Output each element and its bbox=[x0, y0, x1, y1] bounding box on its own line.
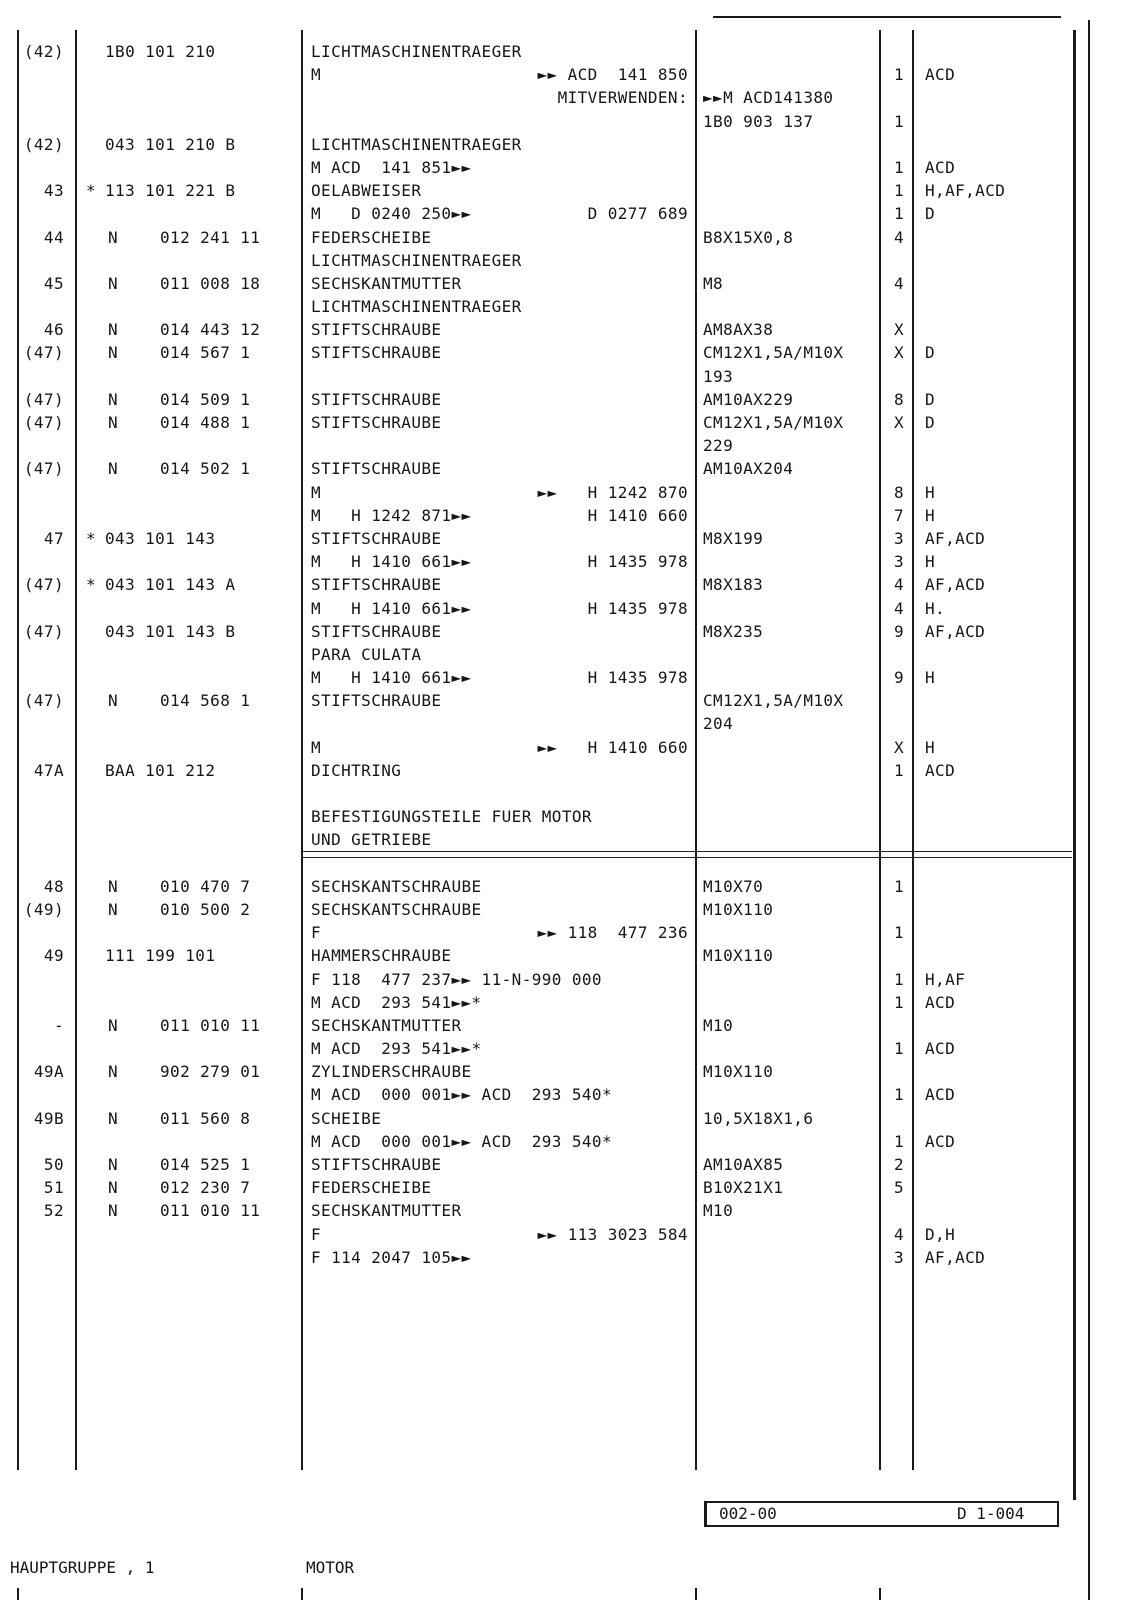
description-cell: M ACD 293 541►►* bbox=[311, 1039, 482, 1059]
quantity-cell: 1 bbox=[893, 65, 904, 85]
position-cell: (47) bbox=[23, 691, 64, 711]
quantity-cell: X bbox=[893, 343, 904, 363]
model-cell: ACD bbox=[925, 760, 956, 780]
table-row bbox=[0, 736, 1141, 759]
spec-cell: AM10AX85 bbox=[703, 1155, 784, 1174]
description-cell: STIFTSCHRAUBE bbox=[311, 528, 442, 548]
part-number-cell: 902 279 01 bbox=[160, 1062, 261, 1082]
part-number-cell: 014 443 12 bbox=[160, 320, 261, 340]
quantity-cell: 8 bbox=[893, 482, 904, 502]
table-row bbox=[0, 1130, 1141, 1153]
model-cell: AF,ACD bbox=[925, 621, 986, 641]
table-row bbox=[0, 341, 1141, 364]
position-cell: (47) bbox=[23, 459, 64, 479]
quantity-cell: 7 bbox=[893, 505, 904, 525]
model-cell: D bbox=[925, 343, 936, 363]
spec-cell: M10X110 bbox=[703, 946, 774, 966]
table-row bbox=[0, 689, 1141, 712]
bottom-tick-1 bbox=[17, 1588, 19, 1600]
spec-cell: 204 bbox=[703, 714, 734, 734]
part-number-cell: 011 010 11 bbox=[160, 1201, 261, 1221]
norm-marker: N bbox=[108, 459, 119, 479]
description-cell: FEDERSCHEIBE bbox=[311, 227, 432, 247]
table-row bbox=[0, 1060, 1141, 1083]
quantity-cell: 1 bbox=[893, 1039, 904, 1059]
norm-marker: N bbox=[108, 1155, 119, 1174]
norm-marker: N bbox=[108, 227, 119, 247]
validity-cell: D 0277 689 bbox=[587, 204, 688, 224]
model-cell: H bbox=[925, 482, 936, 502]
table-row bbox=[0, 852, 1141, 875]
spec-cell: B10X21X1 bbox=[703, 1178, 784, 1198]
position-cell: (49) bbox=[23, 899, 64, 919]
description-cell: SECHSKANTSCHRAUBE bbox=[311, 899, 482, 919]
part-number-cell: 011 008 18 bbox=[160, 273, 261, 293]
table-row bbox=[0, 991, 1141, 1014]
description-cell: LICHTMASCHINENTRAEGER bbox=[311, 297, 522, 317]
description-cell: SECHSKANTMUTTER bbox=[311, 273, 462, 293]
validity-cell: ►► 113 3023 584 bbox=[537, 1224, 688, 1244]
quantity-cell: 1 bbox=[893, 1085, 904, 1105]
table-row bbox=[0, 249, 1141, 272]
validity-cell: MITVERWENDEN: bbox=[557, 88, 688, 108]
norm-marker: N bbox=[108, 1062, 119, 1082]
description-cell: STIFTSCHRAUBE bbox=[311, 343, 442, 363]
description-cell: M H 1410 661►► bbox=[311, 552, 472, 572]
spec-cell: M10 bbox=[703, 1201, 734, 1221]
table-row bbox=[0, 504, 1141, 527]
description-cell: STIFTSCHRAUBE bbox=[311, 320, 442, 340]
table-row bbox=[0, 573, 1141, 596]
description-cell: FEDERSCHEIBE bbox=[311, 1178, 432, 1198]
description-cell: M ACD 000 001►► ACD 293 540* bbox=[311, 1085, 612, 1105]
part-number-cell: 011 010 11 bbox=[160, 1015, 261, 1035]
description-cell: M bbox=[311, 737, 322, 757]
table-row bbox=[0, 1107, 1141, 1130]
position-cell: (47) bbox=[23, 343, 64, 363]
position-cell: 49 bbox=[43, 946, 64, 966]
model-cell: ACD bbox=[925, 1039, 956, 1059]
table-row bbox=[0, 133, 1141, 156]
model-cell: H bbox=[925, 668, 936, 688]
position-cell: (47) bbox=[23, 575, 64, 595]
description-cell: LICHTMASCHINENTRAEGER bbox=[311, 134, 522, 154]
description-cell: ZYLINDERSCHRAUBE bbox=[311, 1062, 472, 1082]
table-row bbox=[0, 1037, 1141, 1060]
description-cell: SECHSKANTSCHRAUBE bbox=[311, 876, 482, 896]
part-number-cell: 012 230 7 bbox=[160, 1178, 251, 1198]
model-cell: ACD bbox=[925, 65, 956, 85]
quantity-cell: 3 bbox=[893, 528, 904, 548]
description-cell: M H 1410 661►► bbox=[311, 598, 472, 618]
spec-cell: M10X110 bbox=[703, 1062, 774, 1082]
table-row bbox=[0, 712, 1141, 735]
table-row bbox=[0, 318, 1141, 341]
spec-cell: M8 bbox=[703, 273, 724, 293]
table-row bbox=[0, 411, 1141, 434]
quantity-cell: 1 bbox=[893, 760, 904, 780]
table-row bbox=[0, 179, 1141, 202]
validity-cell: ►► H 1410 660 bbox=[537, 737, 688, 757]
description-cell: STIFTSCHRAUBE bbox=[311, 621, 442, 641]
modified-marker: * bbox=[86, 528, 97, 548]
part-number-cell: BAA 101 212 bbox=[105, 760, 216, 780]
part-number-cell: 014 488 1 bbox=[160, 413, 251, 432]
table-row bbox=[0, 1246, 1141, 1269]
spec-cell: 229 bbox=[703, 436, 734, 456]
top-rule bbox=[713, 16, 1061, 18]
description-cell: DICHTRING bbox=[311, 760, 402, 780]
part-number-cell: 014 502 1 bbox=[160, 459, 251, 479]
part-number-cell: 043 101 210 B bbox=[105, 134, 236, 154]
table-row bbox=[0, 527, 1141, 550]
quantity-cell: 1 bbox=[893, 992, 904, 1012]
description-cell: M H 1242 871►► bbox=[311, 505, 472, 525]
norm-marker: N bbox=[108, 1201, 119, 1221]
part-number-cell: 1B0 101 210 bbox=[105, 42, 216, 61]
model-cell: ACD bbox=[925, 992, 956, 1012]
modified-marker: * bbox=[86, 181, 97, 201]
table-row bbox=[0, 1153, 1141, 1176]
description-cell: SCHEIBE bbox=[311, 1108, 382, 1128]
part-number-cell: 014 509 1 bbox=[160, 389, 251, 409]
quantity-cell: X bbox=[893, 320, 904, 340]
table-row bbox=[0, 1176, 1141, 1199]
model-cell: ACD bbox=[925, 1131, 956, 1151]
table-row bbox=[0, 620, 1141, 643]
parts-table bbox=[0, 40, 1141, 1269]
table-row bbox=[0, 782, 1141, 805]
validity-cell: H 1435 978 bbox=[587, 598, 688, 618]
model-cell: AF,ACD bbox=[925, 528, 986, 548]
description-cell: STIFTSCHRAUBE bbox=[311, 459, 442, 479]
norm-marker: N bbox=[108, 320, 119, 340]
description-cell: M ACD 000 001►► ACD 293 540* bbox=[311, 1131, 612, 1151]
table-row bbox=[0, 63, 1141, 86]
part-number-cell: 010 470 7 bbox=[160, 876, 251, 896]
table-row bbox=[0, 156, 1141, 179]
part-number-cell: 014 567 1 bbox=[160, 343, 251, 363]
spec-cell: 193 bbox=[703, 366, 734, 386]
model-cell: H. bbox=[925, 598, 946, 618]
table-row bbox=[0, 759, 1141, 782]
validity-cell: ►► ACD 141 850 bbox=[537, 65, 688, 85]
norm-marker: N bbox=[108, 273, 119, 293]
quantity-cell: 4 bbox=[893, 273, 904, 293]
description-cell: M bbox=[311, 65, 322, 85]
quantity-cell: 2 bbox=[893, 1155, 904, 1174]
table-row bbox=[0, 968, 1141, 991]
validity-cell: ►► 118 477 236 bbox=[537, 923, 688, 943]
quantity-cell: 3 bbox=[893, 552, 904, 572]
table-row bbox=[0, 388, 1141, 411]
model-cell: D bbox=[925, 204, 936, 224]
position-cell: 50 bbox=[43, 1155, 64, 1174]
description-cell: M H 1410 661►► bbox=[311, 668, 472, 688]
quantity-cell: 9 bbox=[893, 621, 904, 641]
description-cell: BEFESTIGUNGSTEILE FUER MOTOR bbox=[311, 807, 592, 827]
bottom-tick-4 bbox=[879, 1588, 881, 1600]
position-cell: 49B bbox=[33, 1108, 64, 1128]
table-row bbox=[0, 666, 1141, 689]
description-cell: UND GETRIEBE bbox=[311, 830, 432, 850]
position-cell: 49A bbox=[33, 1062, 64, 1082]
model-cell: ACD bbox=[925, 1085, 956, 1105]
group-label: HAUPTGRUPPE , 1 bbox=[10, 1558, 155, 1577]
spec-cell: M10X110 bbox=[703, 899, 774, 919]
quantity-cell: 1 bbox=[893, 111, 904, 131]
part-number-cell: 111 199 101 bbox=[105, 946, 216, 966]
spec-cell: AM10AX204 bbox=[703, 459, 794, 479]
description-cell: M bbox=[311, 482, 322, 502]
quantity-cell: 1 bbox=[893, 876, 904, 896]
description-cell: M ACD 141 851►► bbox=[311, 157, 472, 177]
model-cell: D,H bbox=[925, 1224, 956, 1244]
quantity-cell: X bbox=[893, 737, 904, 757]
model-cell: H bbox=[925, 737, 936, 757]
position-cell: 47A bbox=[33, 760, 64, 780]
norm-marker: N bbox=[108, 1108, 119, 1128]
quantity-cell: 4 bbox=[893, 598, 904, 618]
norm-marker: N bbox=[108, 413, 119, 432]
part-number-cell: 113 101 221 B bbox=[105, 181, 236, 201]
model-cell: H bbox=[925, 552, 936, 572]
description-cell: F bbox=[311, 923, 322, 943]
spec-cell: M8X183 bbox=[703, 575, 764, 595]
description-cell: F bbox=[311, 1224, 322, 1244]
position-cell: 51 bbox=[43, 1178, 64, 1198]
table-row bbox=[0, 457, 1141, 480]
position-cell: 43 bbox=[43, 181, 64, 201]
part-number-cell: 010 500 2 bbox=[160, 899, 251, 919]
description-cell: SECHSKANTMUTTER bbox=[311, 1015, 462, 1035]
part-number-cell: 043 101 143 A bbox=[105, 575, 236, 595]
quantity-cell: 1 bbox=[893, 181, 904, 201]
spec-cell: M10X70 bbox=[703, 876, 764, 896]
spec-cell: M8X235 bbox=[703, 621, 764, 641]
spec-cell: AM10AX229 bbox=[703, 389, 794, 409]
spec-cell: CM12X1,5A/M10X bbox=[703, 691, 844, 711]
description-cell: OELABWEISER bbox=[311, 181, 422, 201]
table-row bbox=[0, 272, 1141, 295]
description-cell: F 114 2047 105►► bbox=[311, 1247, 472, 1267]
table-row bbox=[0, 40, 1141, 63]
table-row bbox=[0, 1223, 1141, 1246]
description-cell: M ACD 293 541►►* bbox=[311, 992, 482, 1012]
table-row bbox=[0, 1014, 1141, 1037]
part-number-cell: 012 241 11 bbox=[160, 227, 261, 247]
table-row bbox=[0, 828, 1141, 851]
table-row bbox=[0, 110, 1141, 133]
position-cell: (42) bbox=[23, 134, 64, 154]
validity-cell: ►► H 1242 870 bbox=[537, 482, 688, 502]
quantity-cell: 4 bbox=[893, 227, 904, 247]
norm-marker: N bbox=[108, 343, 119, 363]
quantity-cell: 5 bbox=[893, 1178, 904, 1198]
description-cell: PARA CULATA bbox=[311, 644, 422, 664]
model-cell: AF,ACD bbox=[925, 1247, 986, 1267]
position-cell: (47) bbox=[23, 389, 64, 409]
norm-marker: N bbox=[108, 691, 119, 711]
table-row bbox=[0, 898, 1141, 921]
description-cell: STIFTSCHRAUBE bbox=[311, 413, 442, 432]
table-row bbox=[0, 1083, 1141, 1106]
description-cell: HAMMERSCHRAUBE bbox=[311, 946, 452, 966]
page-code-box bbox=[704, 1501, 1059, 1527]
table-row bbox=[0, 550, 1141, 573]
validity-cell: H 1435 978 bbox=[587, 668, 688, 688]
model-cell: H bbox=[925, 505, 936, 525]
table-row bbox=[0, 875, 1141, 898]
modified-marker: * bbox=[86, 575, 97, 595]
description-cell: STIFTSCHRAUBE bbox=[311, 691, 442, 711]
position-cell: 45 bbox=[43, 273, 64, 293]
table-row bbox=[0, 295, 1141, 318]
page-number: D 1-004 bbox=[957, 1504, 1025, 1523]
quantity-cell: 4 bbox=[893, 1224, 904, 1244]
position-cell: (47) bbox=[23, 413, 64, 432]
section-code: 002-00 bbox=[719, 1504, 777, 1523]
description-cell: STIFTSCHRAUBE bbox=[311, 1155, 442, 1174]
norm-marker: N bbox=[108, 1178, 119, 1198]
table-row bbox=[0, 434, 1141, 457]
part-number-cell: 043 101 143 B bbox=[105, 621, 236, 641]
description-cell: M D 0240 250►► bbox=[311, 204, 472, 224]
bottom-tick-2 bbox=[301, 1588, 303, 1600]
validity-cell: H 1410 660 bbox=[587, 505, 688, 525]
position-cell: 46 bbox=[43, 320, 64, 340]
norm-marker: N bbox=[108, 1015, 119, 1035]
norm-marker: N bbox=[108, 899, 119, 919]
spec-cell: M8X199 bbox=[703, 528, 764, 548]
position-cell: 52 bbox=[43, 1201, 64, 1221]
spec-cell: M10 bbox=[703, 1015, 734, 1035]
table-row bbox=[0, 921, 1141, 944]
description-cell: SECHSKANTMUTTER bbox=[311, 1201, 462, 1221]
model-cell: D bbox=[925, 413, 936, 432]
spec-cell: 10,5X18X1,6 bbox=[703, 1108, 814, 1128]
part-number-cell: 011 560 8 bbox=[160, 1108, 251, 1128]
quantity-cell: 8 bbox=[893, 389, 904, 409]
description-cell: STIFTSCHRAUBE bbox=[311, 575, 442, 595]
quantity-cell: 1 bbox=[893, 1131, 904, 1151]
table-row bbox=[0, 805, 1141, 828]
quantity-cell: 3 bbox=[893, 1247, 904, 1267]
table-row bbox=[0, 597, 1141, 620]
model-cell: H,AF,ACD bbox=[925, 181, 1006, 201]
part-number-cell: 014 568 1 bbox=[160, 691, 251, 711]
norm-marker: N bbox=[108, 876, 119, 896]
quantity-cell: 1 bbox=[893, 204, 904, 224]
position-cell: 44 bbox=[43, 227, 64, 247]
model-cell: D bbox=[925, 389, 936, 409]
model-cell: AF,ACD bbox=[925, 575, 986, 595]
position-cell: 47 bbox=[43, 528, 64, 548]
quantity-cell: 1 bbox=[893, 969, 904, 989]
model-cell: ACD bbox=[925, 157, 956, 177]
position-cell: (47) bbox=[23, 621, 64, 641]
table-row bbox=[0, 481, 1141, 504]
validity-cell: H 1435 978 bbox=[587, 552, 688, 572]
description-cell: LICHTMASCHINENTRAEGER bbox=[311, 42, 522, 61]
spec-cell: AM8AX38 bbox=[703, 320, 774, 340]
position-cell: - bbox=[53, 1015, 64, 1035]
part-number-cell: 043 101 143 bbox=[105, 528, 216, 548]
table-row bbox=[0, 86, 1141, 109]
spec-cell: B8X15X0,8 bbox=[703, 227, 794, 247]
spec-cell: CM12X1,5A/M10X bbox=[703, 343, 844, 363]
quantity-cell: X bbox=[893, 413, 904, 432]
norm-marker: N bbox=[108, 389, 119, 409]
quantity-cell: 4 bbox=[893, 575, 904, 595]
spec-cell: CM12X1,5A/M10X bbox=[703, 413, 844, 432]
table-row bbox=[0, 1199, 1141, 1222]
quantity-cell: 9 bbox=[893, 668, 904, 688]
table-row bbox=[0, 643, 1141, 666]
model-cell: H,AF bbox=[925, 969, 966, 989]
position-cell: 48 bbox=[43, 876, 64, 896]
description-cell: LICHTMASCHINENTRAEGER bbox=[311, 250, 522, 270]
table-row bbox=[0, 944, 1141, 967]
table-row bbox=[0, 226, 1141, 249]
bottom-tick-3 bbox=[695, 1588, 697, 1600]
description-cell: F 118 477 237►► 11-N-990 000 bbox=[311, 969, 602, 989]
position-cell: (42) bbox=[23, 42, 64, 61]
part-number-cell: 014 525 1 bbox=[160, 1155, 251, 1174]
quantity-cell: 1 bbox=[893, 923, 904, 943]
spec-cell: ►►M ACD141380 bbox=[703, 88, 834, 108]
table-row bbox=[0, 202, 1141, 225]
table-row bbox=[0, 365, 1141, 388]
description-cell: STIFTSCHRAUBE bbox=[311, 389, 442, 409]
spec-cell: 1B0 903 137 bbox=[703, 111, 814, 131]
group-name: MOTOR bbox=[306, 1558, 355, 1577]
quantity-cell: 1 bbox=[893, 157, 904, 177]
